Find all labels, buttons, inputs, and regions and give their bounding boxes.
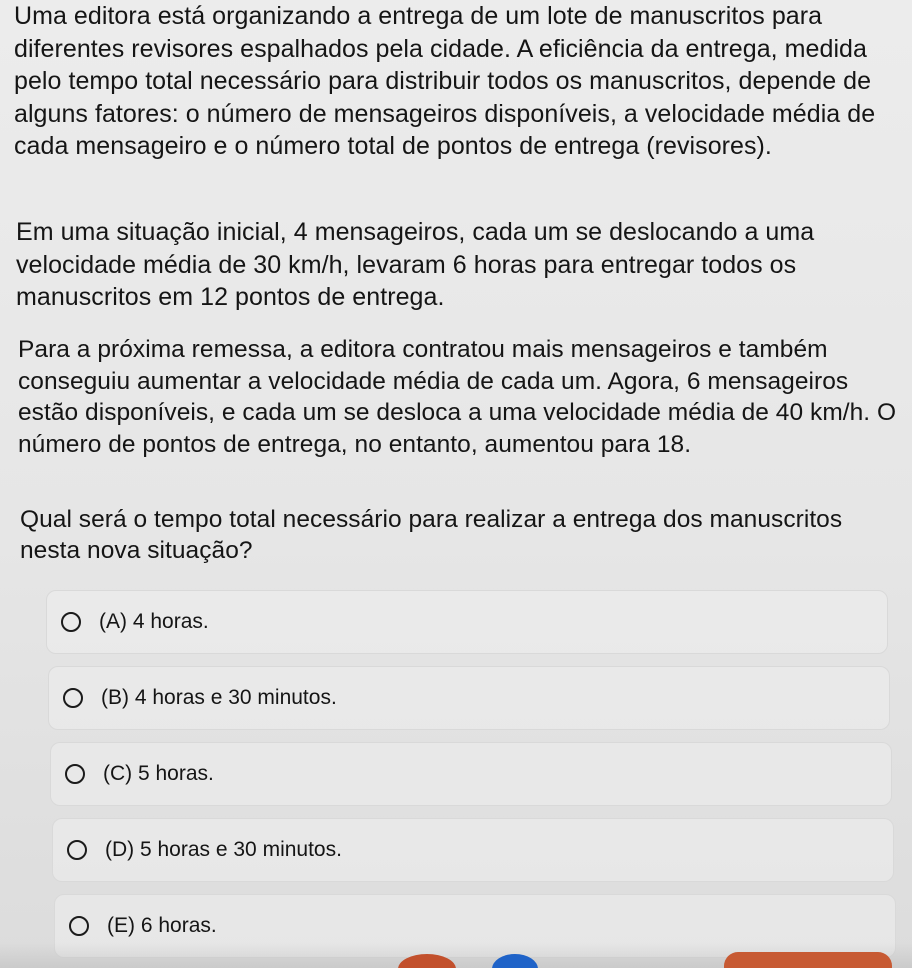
bottom-blue-shape [492, 954, 538, 968]
answer-option-label: (E) 6 horas. [107, 914, 217, 937]
question-paragraph-new-situation: Para a próxima remessa, a editora contratou mais mensageiros e também conseguiu aumentar a velocidade média de cada um. Agora, 6 mensageiros estão disponíveis, e cada um se desloca a uma velocidade média de 40 km/h. O número de pontos de entrega, no entanto, aumentou para 18. [18, 336, 897, 458]
bottom-edge [0, 942, 912, 968]
bottom-orange-button-edge[interactable] [724, 952, 892, 968]
answer-option-label: (D) 5 horas e 30 minutos. [105, 838, 342, 861]
answer-option-label: (B) 4 horas e 30 minutos. [101, 686, 337, 709]
radio-icon[interactable] [65, 764, 85, 784]
question-paragraph-intro: Uma editora está organizando a entrega de um lote de manuscritos para diferentes revisores espalhados pela cidade. A eficiência da entrega, medida pelo tempo total necessário para distribuir todos os manuscritos, depende de alguns fatores: o número de mensageiros disponíveis, a velocidade média de cada mensageiro e o número total de pontos de entrega (revisores). [14, 2, 876, 161]
radio-icon[interactable] [69, 916, 89, 936]
radio-icon[interactable] [67, 840, 87, 860]
radio-icon[interactable] [63, 688, 83, 708]
bottom-orange-shape [398, 954, 456, 968]
question-paragraph-initial-situation: Em uma situação inicial, 4 mensageiros, cada um se deslocando a uma velocidade média de 30 km/h, levaram 6 horas para entregar todos os manuscritos em 12 pontos de entrega. [16, 218, 815, 312]
radio-icon[interactable] [61, 612, 81, 632]
answer-option-label: (A) 4 horas. [99, 610, 209, 633]
question-prompt: Qual será o tempo total necessário para realizar a entrega dos manuscritos nesta nova situação? [20, 506, 843, 564]
answer-option-d[interactable] [52, 818, 894, 882]
answer-option-a[interactable] [46, 590, 888, 654]
answer-option-c[interactable] [50, 742, 892, 806]
answer-option-label: (C) 5 horas. [103, 762, 214, 785]
answer-option-b[interactable] [48, 666, 890, 730]
